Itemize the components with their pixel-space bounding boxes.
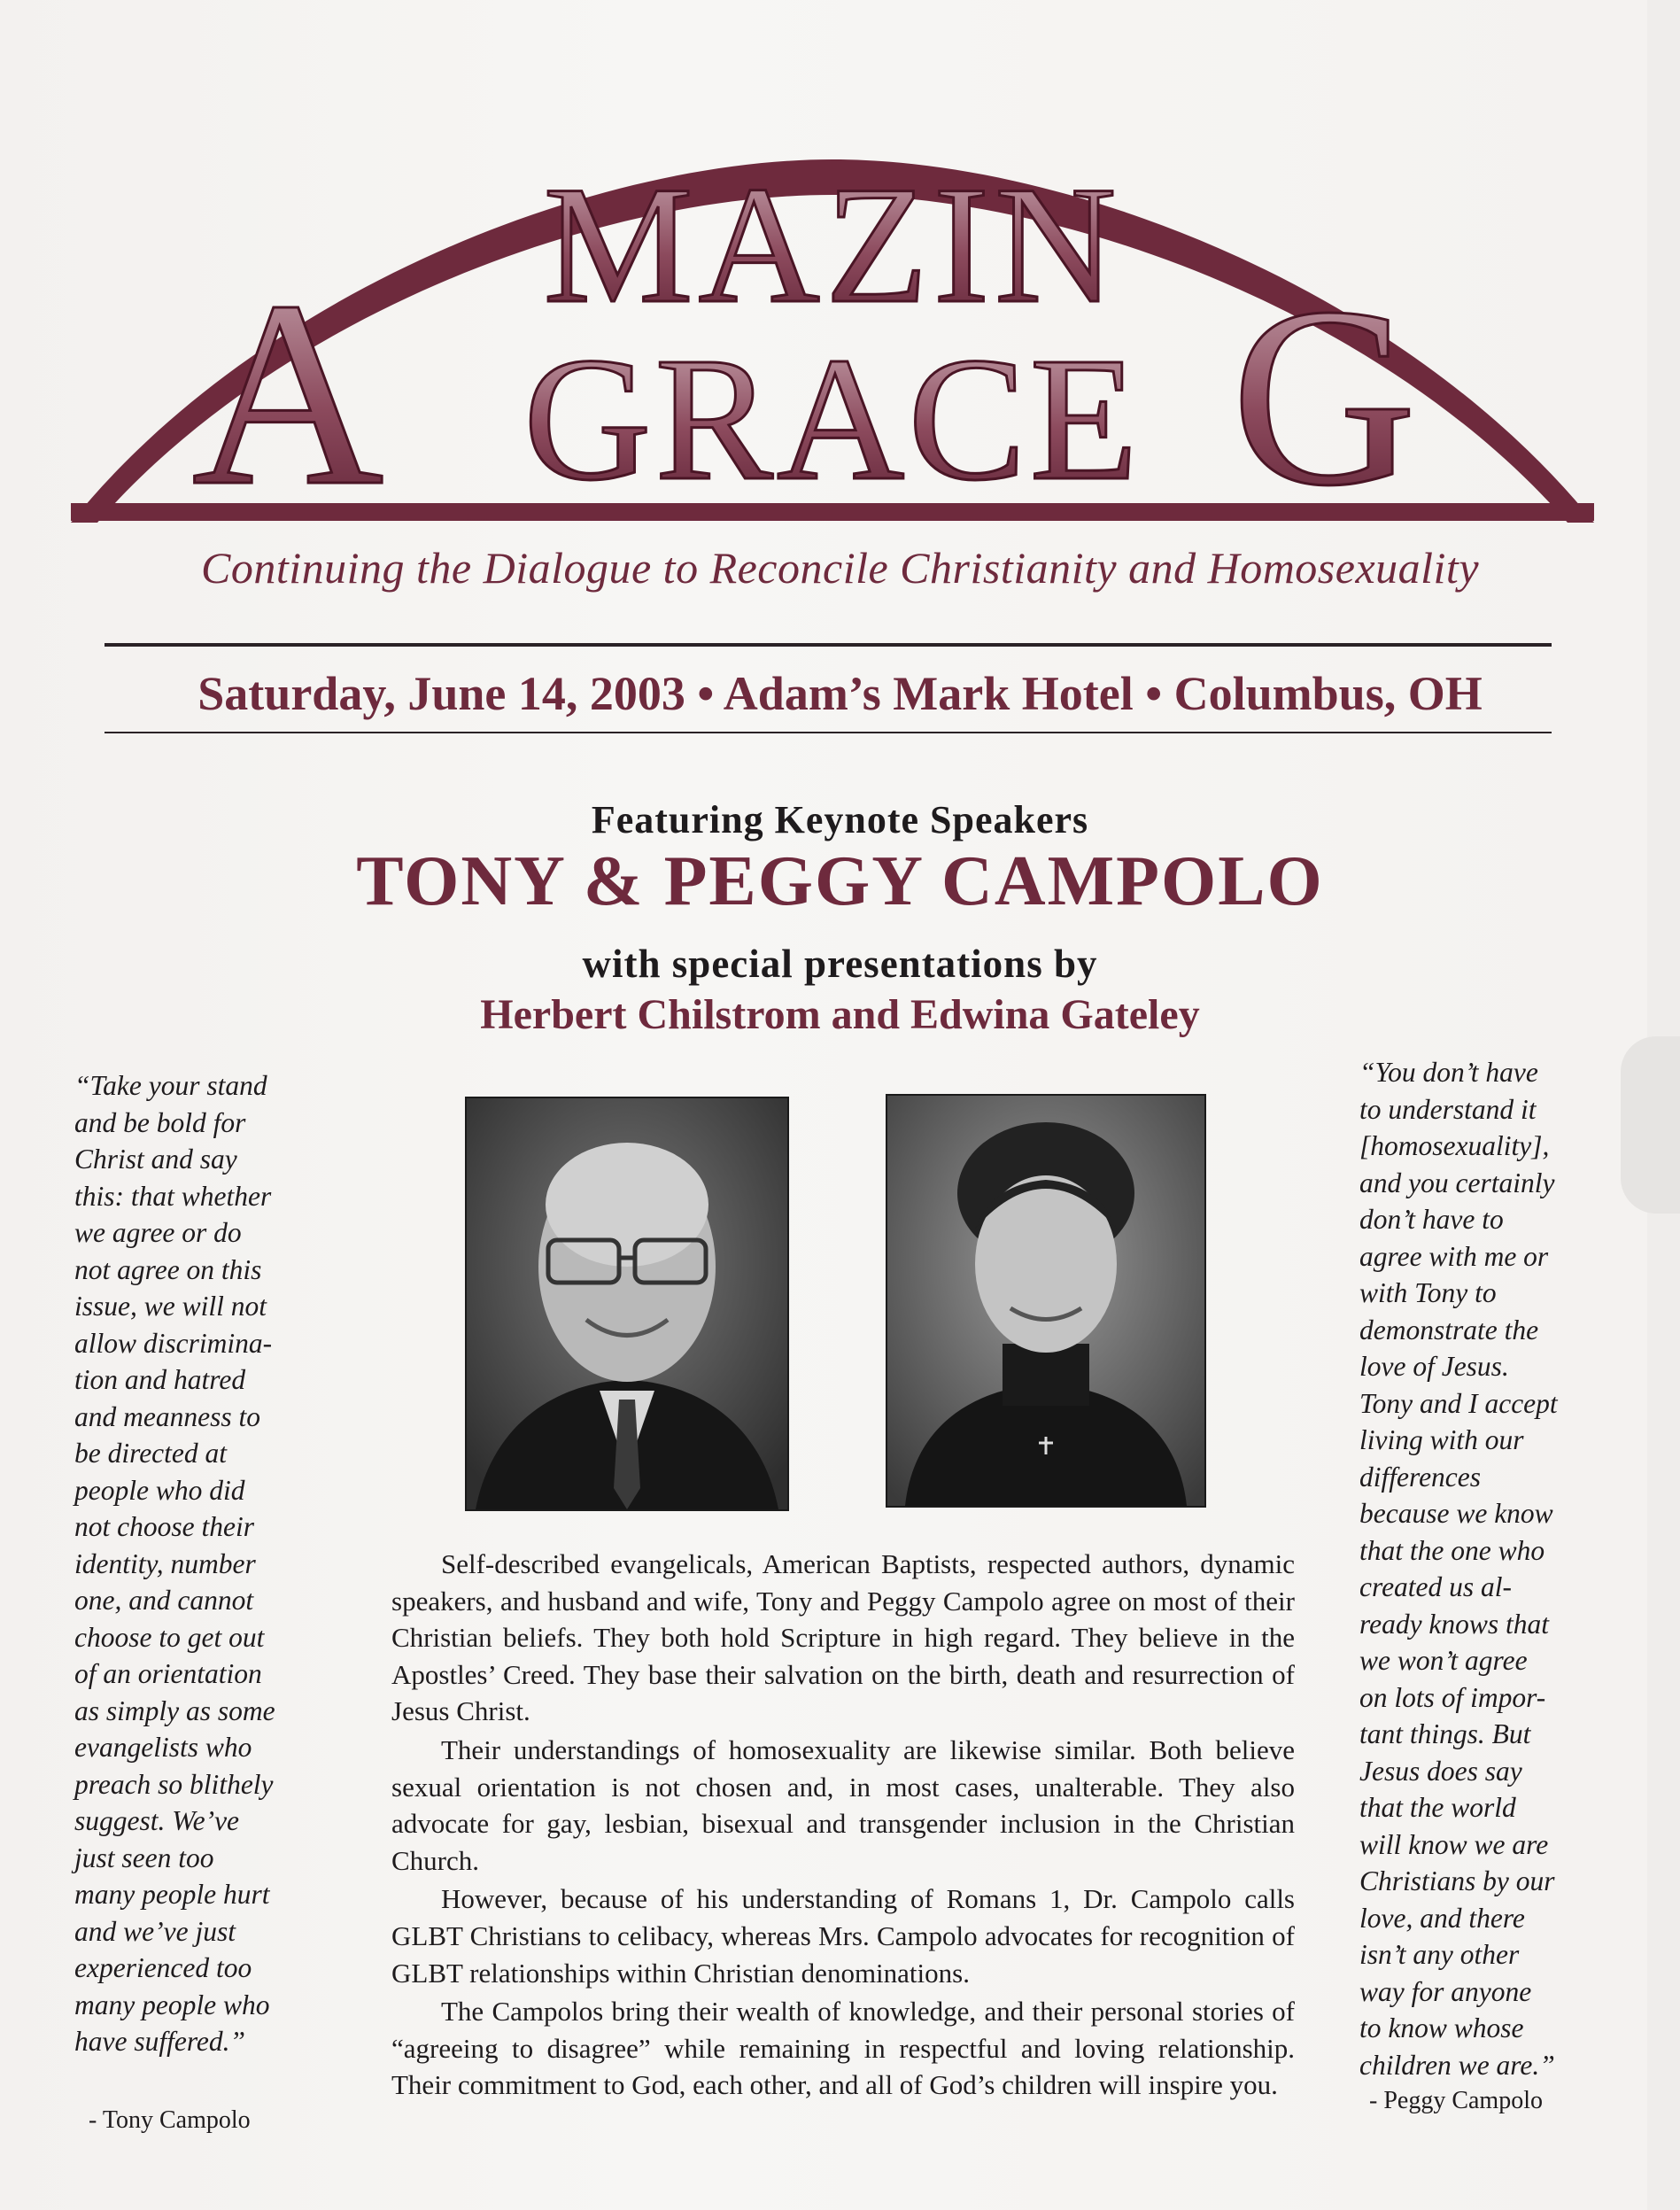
quote-line: isn’t any other: [1359, 1939, 1520, 1970]
quote-line: people who did: [74, 1474, 245, 1506]
quote-line: ready knows that: [1359, 1608, 1550, 1640]
quote-line: not agree on this: [74, 1253, 262, 1285]
quote-line: will know we are: [1359, 1828, 1549, 1860]
quote-line: this: that whether: [74, 1180, 272, 1212]
featuring-heading: Featuring Keynote Speakers: [591, 798, 1089, 841]
quote-line: we agree or do: [74, 1217, 242, 1248]
body-paragraph: Their understandings of homosexuality are likewise similar. Both believe sexual orientation is not chosen and, in most cases, unalterable. They also advocate for gay, lesbian, bisexual and transgender inclusion in the Christian Church.: [391, 1733, 1295, 1876]
quote-line: suggest. We’ve: [74, 1805, 240, 1836]
quote-line: children we are.”: [1359, 2049, 1555, 2081]
quote-line: love, and there: [1359, 1902, 1525, 1934]
tony-quote-attribution: - Tony Campolo: [89, 2106, 251, 2134]
quote-line: we won’t agree: [1359, 1645, 1528, 1676]
event-details: Saturday, June 14, 2003 • Adam’s Mark Hotel • Columbus, OH: [197, 667, 1483, 720]
logo-middle-word: GRACE: [523, 322, 1142, 517]
quote-line: and we’ve just: [74, 1915, 236, 1947]
quote-line: way for anyone: [1359, 1975, 1532, 2007]
keynote-speakers: TONY & PEGGY CAMPOLO: [356, 842, 1324, 920]
logo-right-letter: G: [1231, 254, 1417, 539]
quote-line: because we know: [1359, 1498, 1553, 1529]
quote-line: many people who: [74, 1989, 270, 2020]
peggy-campolo-photo: [886, 1094, 1206, 1508]
quote-line: [homosexuality],: [1359, 1130, 1550, 1161]
article-body: [391, 1546, 1295, 2105]
tagline: Continuing the Dialogue to Reconcile Christianity and Homosexuality: [200, 543, 1480, 593]
quote-line: many people hurt: [74, 1879, 270, 1910]
quote-line: “Take your stand: [74, 1070, 267, 1101]
quote-line: demonstrate the: [1359, 1314, 1539, 1345]
quote-line: allow discrimina-: [74, 1327, 273, 1359]
quote-line: and you certainly: [1359, 1167, 1555, 1198]
quote-line: have suffered.”: [74, 2026, 246, 2057]
folder-tab: [1621, 1036, 1680, 1214]
quote-line: as simply as some: [74, 1694, 275, 1726]
quote-line: not choose their: [74, 1511, 254, 1542]
quote-line: tant things. But: [1359, 1718, 1531, 1749]
logo-top-word: MAZIN: [543, 152, 1122, 338]
guest-presenters: Herbert Chilstrom and Edwina Gateley: [480, 991, 1200, 1038]
logo-left-letter: A: [191, 246, 384, 540]
bottom-rule: [105, 732, 1552, 733]
quote-line: on lots of impor-: [1359, 1681, 1546, 1713]
quote-line: just seen too: [74, 1842, 214, 1873]
body-paragraph: Self-described evangelicals, American Baptists, respected authors, dynamic speakers, and husband and wife, Tony and Peggy Campolo agree on most of their Christian beliefs. They both hold Scripture in high regard. They believe in the Apostles’ Creed. They base their salvation on the birth, death and resurrection of Jesus Christ.: [391, 1548, 1295, 1727]
quote-line: Jesus does say: [1359, 1755, 1522, 1787]
quote-line: living with our: [1359, 1424, 1524, 1455]
quote-line: that the one who: [1359, 1534, 1545, 1566]
quote-line: created us al-: [1359, 1571, 1513, 1602]
quote-line: with Tony to: [1359, 1277, 1497, 1308]
quote-line: don’t have to: [1359, 1204, 1504, 1235]
quote-line: that the world: [1359, 1792, 1516, 1823]
body-paragraph: The Campolos bring their wealth of knowledge, and their personal stories of “agreeing to disagree” while remaining in respectful and loving relationship. Their commitment to God, each other, and all of God’s children will inspire you.: [391, 1996, 1295, 2101]
quote-line: “You don’t have: [1359, 1057, 1538, 1088]
quote-line: tion and hatred: [74, 1364, 246, 1395]
quote-line: experienced too: [74, 1952, 252, 1983]
quote-line: and be bold for: [74, 1106, 246, 1138]
special-presentations-heading: with special presentations by: [582, 942, 1098, 986]
peggy-quote-attribution: - Peggy Campolo: [1369, 2087, 1543, 2114]
quote-line: issue, we will not: [74, 1291, 267, 1322]
quote-line: be directed at: [74, 1438, 228, 1469]
quote-line: to know whose: [1359, 2012, 1524, 2043]
quote-line: Christ and say: [74, 1144, 237, 1175]
quote-line: Christians by our: [1359, 1865, 1555, 1896]
tony-campolo-photo: [465, 1097, 789, 1511]
quote-line: evangelists who: [74, 1732, 252, 1763]
peggy-quote: [1359, 1054, 1625, 2083]
top-rule: [105, 643, 1552, 647]
quote-line: and meanness to: [74, 1400, 260, 1432]
quote-line: love of Jesus.: [1359, 1351, 1509, 1382]
amazing-grace-logo: [62, 124, 1603, 540]
tony-quote: [74, 1067, 340, 2060]
quote-line: preach so blithely: [74, 1768, 274, 1800]
body-paragraph: However, because of his understanding of Romans 1, Dr. Campolo calls GLBT Christians to celibacy, whereas Mrs. Campolo advocates for recognition of GLBT relationships within Christian denominations.: [391, 1883, 1295, 1989]
quote-line: Tony and I accept: [1359, 1387, 1558, 1419]
quote-line: identity, number: [74, 1547, 256, 1579]
quote-line: one, and cannot: [74, 1585, 254, 1616]
quote-line: differences: [1359, 1461, 1482, 1493]
quote-line: choose to get out: [74, 1621, 265, 1653]
quote-line: of an orientation: [74, 1658, 262, 1689]
quote-line: agree with me or: [1359, 1240, 1549, 1272]
quote-line: to understand it: [1359, 1093, 1537, 1125]
